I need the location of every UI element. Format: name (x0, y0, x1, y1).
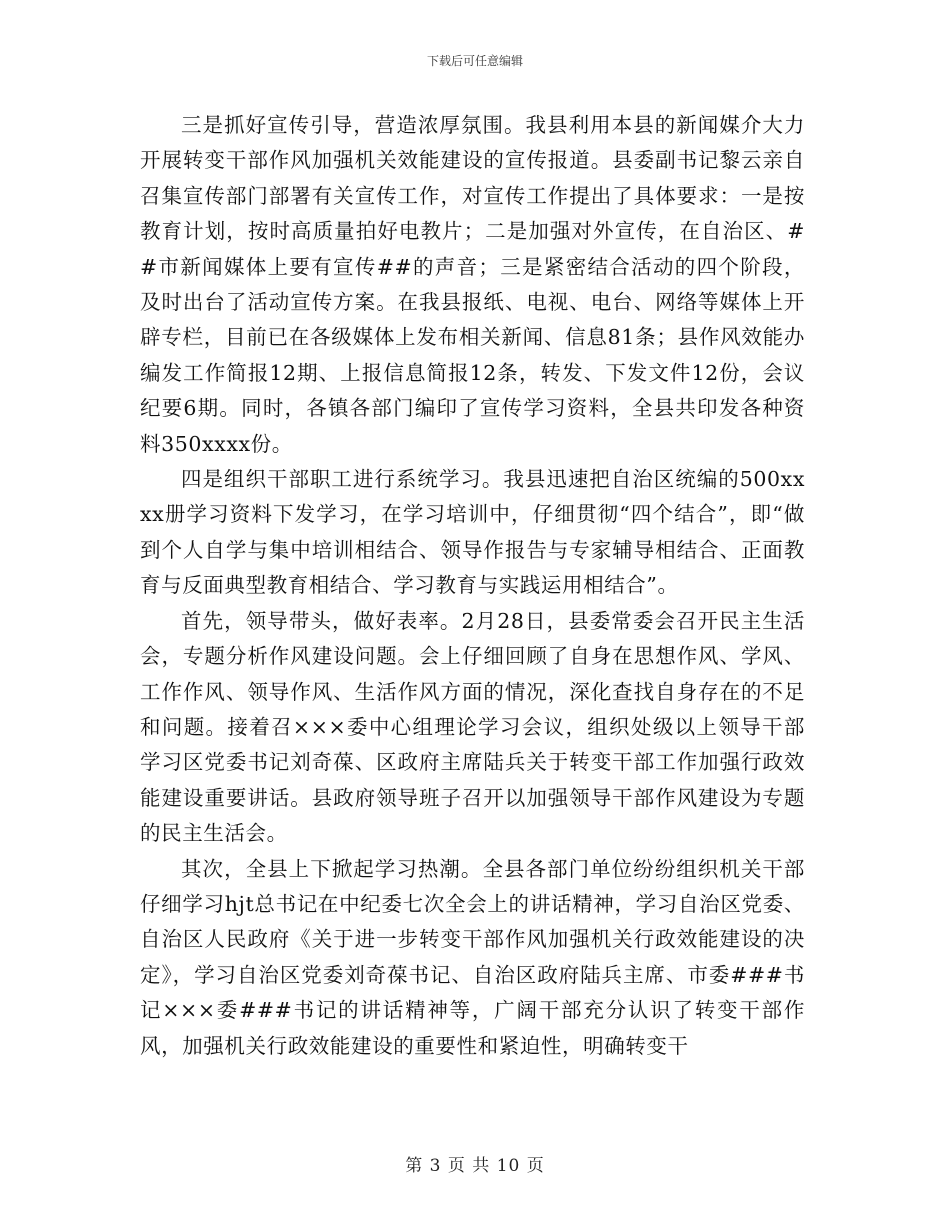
page-header-note: 下载后可任意编辑 (426, 54, 523, 68)
paragraph-study-wave: 其次，全县上下掀起学习热潮。全县各部门单位纷纷组织机关干部仔细学习hjt总书记在中纪委七次全会上的讲话精神，学习自治区党委、自治区人民政府《关于进一步转变干部作风加强机关行政效能建设的决定》，学习自治区党委刘奇葆书记、自治区政府陆兵主席、市委###书记×××委###书记的讲话精神等，广阔干部充分认识了转变干部作风，加强机关行政效能建设的重要性和紧迫性，明确转变干 (140, 856, 805, 1058)
paragraph-publicity: 三是抓好宣传引导，营造浓厚氛围。我县利用本县的新闻媒介大力开展转变干部作风加强机关效能建设的宣传报道。县委副书记黎云亲自召集宣传部门部署有关宣传工作，对宣传工作提出了具体要求：一是按教育计划，按时高质量拍好电教片；二是加强对外宣传，在自治区、##市新闻媒体上要有宣传##的声音；三是紧密结合活动的四个阶段，及时出台了活动宣传方案。在我县报纸、电视、电台、网络等媒体上开辟专栏，目前已在各级媒体上发布相关新闻、信息81条；县作风效能办编发工作简报12期、上报信息简报12条，转发、下发文件12份，会议纪要6期。同时，各镇各部门编印了宣传学习资料，全县共印发各种资料350xxxx份。 (140, 113, 805, 456)
paragraph-study: 四是组织干部职工进行系统学习。我县迅速把自治区统编的500xxxx册学习资料下发学习，在学习培训中，仔细贯彻“四个结合”，即“做到个人自学与集中培训相结合、领导作报告与专家辅导相结合、正面教育与反面典型教育相结合、学习教育与实践运用相结合”。 (140, 467, 805, 598)
document-body (140, 108, 805, 1064)
page-number: 第 3 页 共 10 页 (405, 1156, 545, 1176)
paragraph-leadership: 首先，领导带头，做好表率。2月28日，县委常委会召开民主生活会，专题分析作风建设问题。会上仔细回顾了自身在思想作风、学风、工作作风、领导作风、生活作风方面的情况，深化查找自身存在的不足和问题。接着召×××委中心组理论学习会议，组织处级以上领导干部学习区党委书记刘奇葆、区政府主席陆兵关于转变干部工作加强行政效能建设重要讲话。县政府领导班子召开以加强领导干部作风建设为专题的民主生活会。 (140, 608, 805, 846)
